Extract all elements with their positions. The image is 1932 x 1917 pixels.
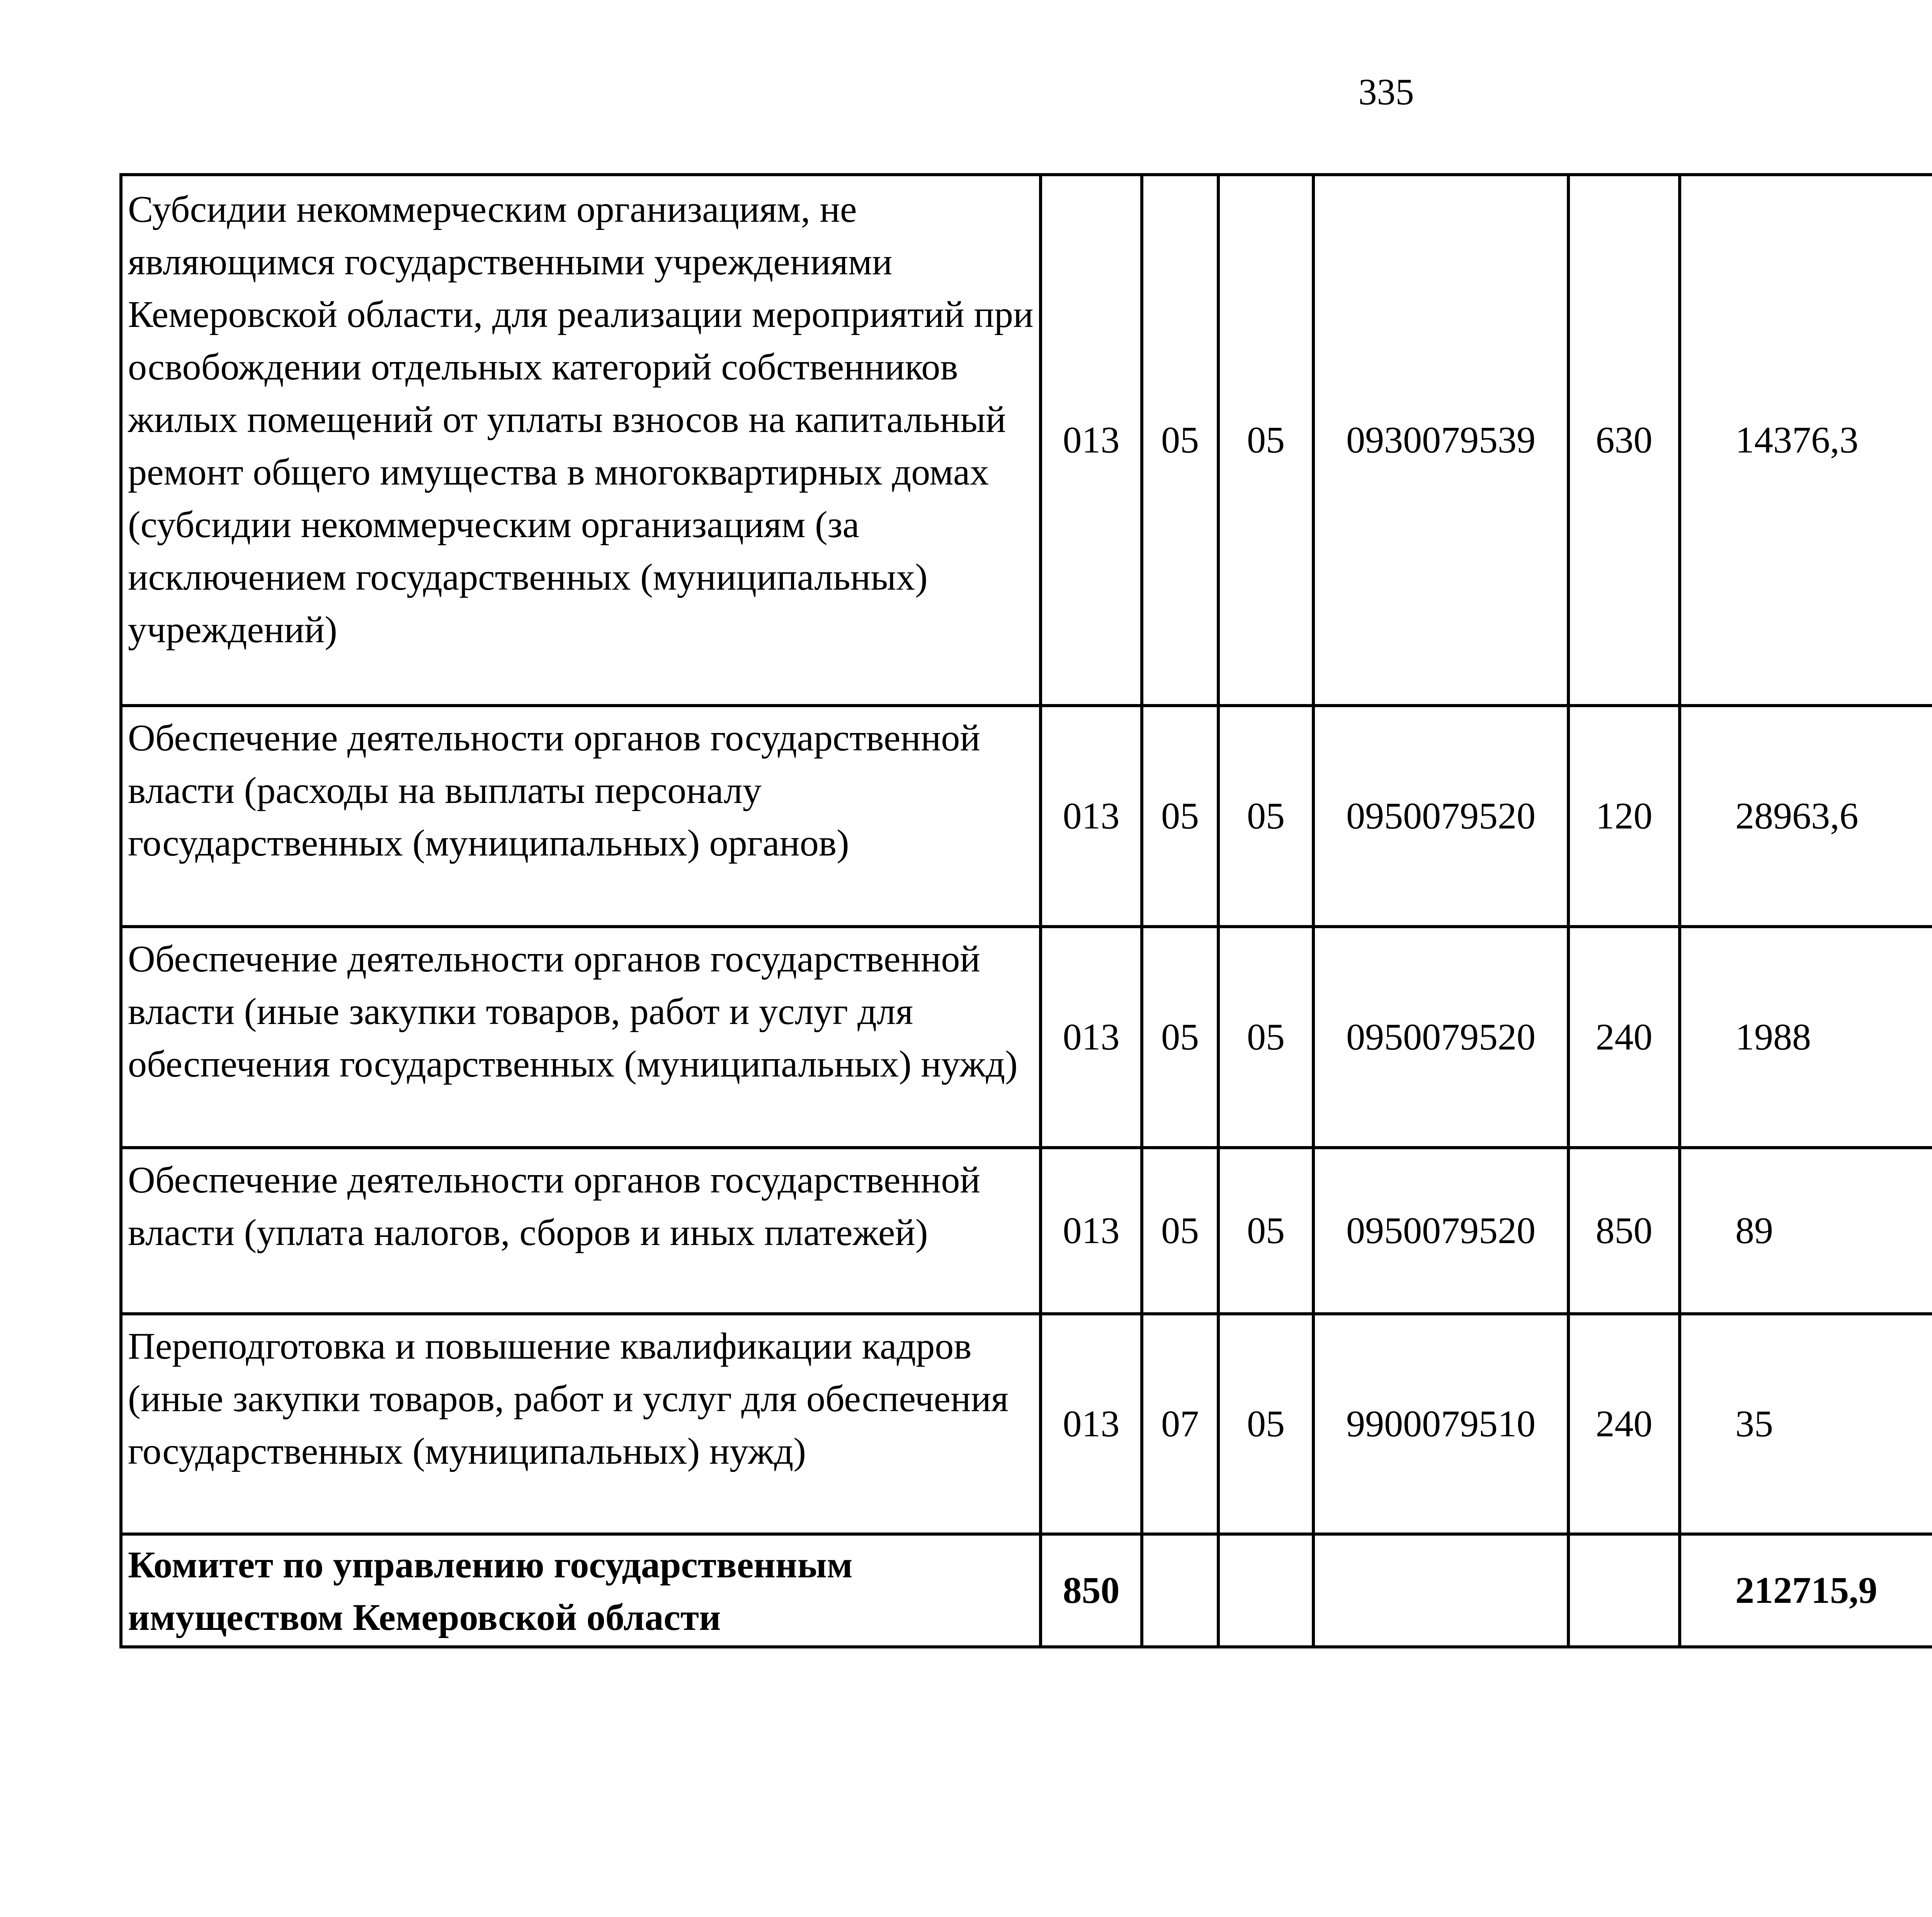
target-article-code: 0950079520 (1313, 927, 1568, 1148)
table-row (121, 1314, 1932, 1534)
ministry-code: 013 (1041, 175, 1142, 706)
page-number: 335 (1358, 71, 1414, 112)
section-code: 05 (1142, 706, 1218, 927)
expense-type-code: 240 (1568, 927, 1680, 1148)
row-description: Субсидии некоммерческим организациям, не являющимся государственными учреждениями Кемеровской области, для реализации мероприятий при освобождении отдельных категорий собственников жилых помещений от уплаты взносов на капитальный ремонт общего имущества в многоквартирных домах (субсидии некоммерческим организациям (за исключением государственных (муниципальных) учреждений) (121, 175, 1041, 706)
expense-type-code: 240 (1568, 1314, 1680, 1534)
amount-year-1: 28963,6 (1680, 706, 1932, 927)
expense-type-code: 120 (1568, 706, 1680, 927)
ministry-code: 013 (1041, 1148, 1142, 1314)
budget-table (119, 173, 1932, 1648)
row-description: Обеспечение деятельности органов государственной власти (уплата налогов, сборов и иных платежей) (121, 1148, 1041, 1314)
target-article-code: 0930079539 (1313, 175, 1568, 706)
subsection-code: 05 (1218, 1314, 1313, 1534)
expense-type-code: 850 (1568, 1148, 1680, 1314)
ministry-code: 013 (1041, 1314, 1142, 1534)
amount-year-1: 14376,3 (1680, 175, 1932, 706)
row-description: Переподготовка и повышение квалификации кадров (иные закупки товаров, работ и услуг для обеспечения государственных (муниципальных) нужд) (121, 1314, 1041, 1534)
amount-year-1: 35 (1680, 1314, 1932, 1534)
target-article-code: 0950079520 (1313, 1148, 1568, 1314)
total-ministry-code: 850 (1041, 1534, 1142, 1647)
ministry-code: 013 (1041, 927, 1142, 1148)
subsection-code: 05 (1218, 175, 1313, 706)
row-description: Обеспечение деятельности органов государственной власти (иные закупки товаров, работ и услуг для обеспечения государственных (муниципальных) нужд) (121, 927, 1041, 1148)
ministry-code: 013 (1041, 706, 1142, 927)
section-code: 05 (1142, 1148, 1218, 1314)
total-section-code (1142, 1534, 1218, 1647)
total-amount-year-1: 212715,9 (1680, 1534, 1932, 1647)
total-row (121, 1534, 1932, 1647)
total-expense-type-code (1568, 1534, 1680, 1647)
section-code: 05 (1142, 175, 1218, 706)
total-subsection-code (1218, 1534, 1313, 1647)
section-code: 05 (1142, 927, 1218, 1148)
table-row (121, 1148, 1932, 1314)
subsection-code: 05 (1218, 927, 1313, 1148)
amount-year-1: 89 (1680, 1148, 1932, 1314)
total-description: Комитет по управлению государственным имуществом Кемеровской области (121, 1534, 1041, 1647)
total-target-article-code (1313, 1534, 1568, 1647)
table-row (121, 927, 1932, 1148)
table-row (121, 175, 1932, 706)
row-description: Обеспечение деятельности органов государственной власти (расходы на выплаты персоналу государственных (муниципальных) органов) (121, 706, 1041, 927)
subsection-code: 05 (1218, 1148, 1313, 1314)
table-row (121, 706, 1932, 927)
subsection-code: 05 (1218, 706, 1313, 927)
expense-type-code: 630 (1568, 175, 1680, 706)
target-article-code: 9900079510 (1313, 1314, 1568, 1534)
amount-year-1: 1988 (1680, 927, 1932, 1148)
section-code: 07 (1142, 1314, 1218, 1534)
target-article-code: 0950079520 (1313, 706, 1568, 927)
